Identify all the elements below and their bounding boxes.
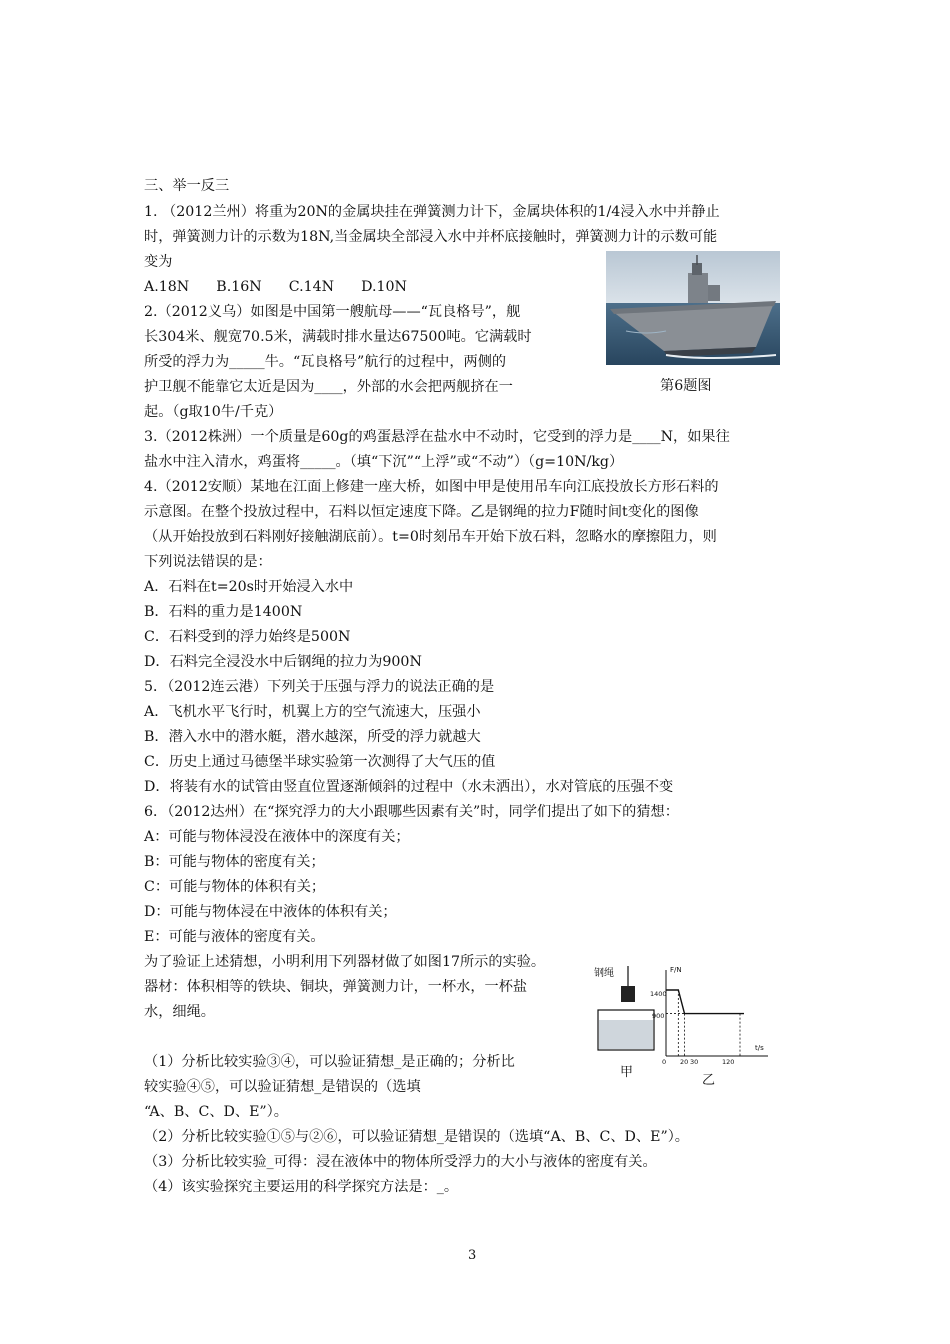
page-number: 3 (468, 1248, 477, 1263)
q4-line-3: （从开始投放到石料刚好接触湖底前）。t=0时刻吊车开始下放石料，忽略水的摩擦阻力，则 (144, 529, 717, 545)
q6-sub2: （2）分析比较实验①⑤与②⑥，可以验证猜想_是错误的（选填“A、B、C、D、E”）。 (144, 1129, 689, 1145)
q2-line-2: 长304米、舰宽70.5米，满载时排水量达67500吨。它满载时 (144, 329, 532, 345)
q6-line-7: 为了验证上述猜想，小明利用下列器材做了如图17所示的实验。 (144, 954, 546, 970)
x-tick-120: 120 (722, 1058, 735, 1066)
q6-materials-1: 器材：体积相等的铁块、铜块，弹簧测力计，一杯水，一杯盐 (144, 979, 528, 995)
q6-guess-d: D：可能与物体浸在中液体的体积有关； (144, 904, 397, 920)
force-time-curve (666, 990, 744, 1014)
q2-line-1: 2.（2012义乌）如图是中国第一艘航母——“瓦良格号”，舰 (144, 304, 521, 320)
q4-option-b: B．石料的重力是1400N (144, 604, 303, 620)
jia-label: 甲 (620, 1065, 634, 1080)
q5-option-b: B．潜入水中的潜水艇，潜水越深，所受的浮力就越大 (144, 729, 481, 745)
q3-line-1: 3.（2012株洲）一个质量是60g的鸡蛋悬浮在盐水中不动时，它受到的浮力是____N，如果往 (144, 429, 730, 445)
figure-caption: 第6题图 (660, 378, 712, 394)
q4-option-a: A．石料在t=20s时开始浸入水中 (144, 579, 354, 595)
q5-option-a: A．飞机水平飞行时，机翼上方的空气流速大，压强小 (144, 704, 481, 720)
q5-line-1: 5．（2012连云港）下列关于压强与浮力的说法正确的是 (144, 679, 495, 695)
yi-label: 乙 (702, 1073, 716, 1088)
q6-guess-e: E：可能与液体的密度有关。 (144, 929, 325, 945)
q1-line-3: 变为 (144, 254, 173, 270)
q6-sub4: （4）该实验探究主要运用的科学探究方法是：_。 (144, 1179, 459, 1195)
q5-option-d: D．将装有水的试管由竖直位置逐渐倾斜的过程中（水未洒出），水对管底的压强不变 (144, 779, 674, 795)
y-axis-label: F/N (670, 966, 682, 974)
q2-line-3: 所受的浮力为_____牛。“瓦良格号”航行的过程中，两侧的 (144, 354, 507, 370)
q6-guess-a: A：可能与物体浸没在液体中的深度有关； (144, 829, 410, 845)
y-tick-1400: 1400 (650, 990, 667, 998)
q2-line-4: 护卫舰不能靠它太近是因为____，外部的水会把两舰挤在一 (144, 379, 513, 395)
q6-materials-2: 水，细绳。 (144, 1004, 215, 1020)
q4-line-1: 4.（2012安顺）某地在江面上修建一座大桥，如图中甲是使用吊车向江底投放长方形石料的 (144, 479, 719, 495)
q6-sub1-line-1: （1）分析比较实验③④，可以验证猜想_是正确的；分析比 (144, 1054, 515, 1070)
q4-option-c: C．石料受到的浮力始终是500N (144, 629, 351, 645)
x-tick-30: 30 (690, 1058, 699, 1066)
q6-guess-c: C：可能与物体的体积有关； (144, 879, 326, 895)
q1-line-2: 时，弹簧测力计的示数为18N,当金属块全部浸入水中并杯底接触时，弹簧测力计的示数可能 (144, 229, 718, 245)
stone-experiment-diagram (590, 960, 780, 1088)
water (599, 1020, 653, 1049)
q6-sub1-line-3: “A、B、C、D、E”）。 (144, 1104, 288, 1120)
x-tick-20: 20 (680, 1058, 689, 1066)
aircraft-carrier-photo (606, 251, 780, 365)
q6-sub3: （3）分析比较实验_可得：浸在液体中的物体所受浮力的大小与液体的密度有关。 (144, 1154, 657, 1170)
q5-option-c: C．历史上通过马德堡半球实验第一次测得了大气压的值 (144, 754, 496, 770)
q6-line-1: 6．（2012达州）在“探究浮力的大小跟哪些因素有关”时，同学们提出了如下的猜想： (144, 804, 679, 820)
section-title: 三、举一反三 (144, 178, 230, 194)
x-axis-label: t/s (755, 1044, 764, 1052)
q2-line-5: 起。（g取10牛/千克） (144, 404, 283, 420)
q6-guess-b: B：可能与物体的密度有关； (144, 854, 325, 870)
stone-block (621, 986, 635, 1002)
rope-label: 钢绳 (594, 968, 614, 979)
q1-options: A.18N B.16N C.14N D.10N (144, 279, 407, 295)
q4-line-2: 示意图。在整个投放过程中，石料以恒定速度下降。乙是钢绳的拉力F随时间t变化的图像 (144, 504, 699, 520)
q4-option-d: D．石料完全浸没水中后钢绳的拉力为900N (144, 654, 422, 670)
q6-sub1-line-2: 较实验④⑤，可以验证猜想_是错误的（选填 (144, 1079, 421, 1095)
q1-line-1: 1. （2012兰州）将重为20N的金属块挂在弹簧测力计下，金属块体积的1/4浸入水中并静止 (144, 204, 720, 220)
y-tick-900: 900 (652, 1012, 665, 1020)
q4-line-4: 下列说法错误的是： (144, 554, 272, 570)
x-tick-0: 0 (662, 1058, 667, 1066)
q3-line-2: 盐水中注入清水，鸡蛋将_____。（填“下沉”“上浮”或“不动”）（g=10N/kg） (144, 454, 624, 470)
